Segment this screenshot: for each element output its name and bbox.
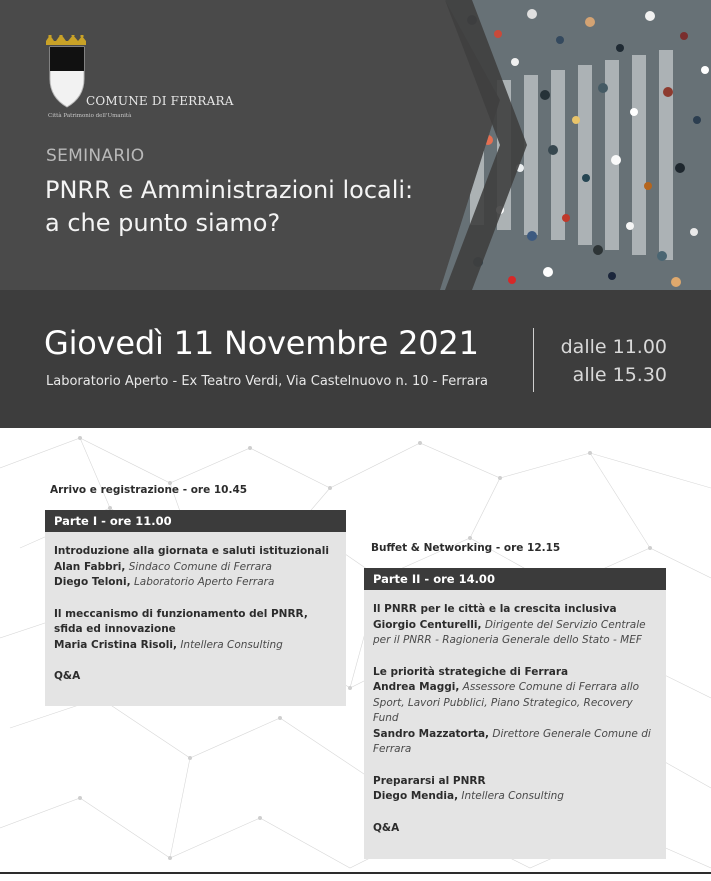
speaker	[373, 618, 658, 649]
speaker	[54, 575, 338, 591]
event-date: Giovedì 11 Novembre 2021	[44, 324, 479, 362]
date-band	[0, 290, 711, 428]
start-time: dalle 11.00	[560, 336, 667, 358]
footer-rule	[0, 872, 711, 874]
session-title: sfida ed innovazione	[54, 623, 176, 635]
event-title-line: PNRR e Amministrazioni locali:	[45, 176, 414, 204]
qa-label: Q&A	[373, 821, 400, 834]
part-1-heading: Parte I - ore 11.00	[45, 510, 346, 532]
speaker-role: Dirigente del Servizio Centrale per il PNRR - Ragioneria Generale dello Stato - MEF	[373, 618, 646, 646]
event-title-line: a che punto siamo?	[45, 209, 281, 237]
speaker-role: Direttore Generale Comune di Ferrara	[373, 727, 651, 755]
part-1-body	[54, 544, 338, 685]
part-2-body	[373, 602, 658, 836]
speaker-role: Intellera Consulting	[461, 790, 564, 802]
speaker-name: Andrea Maggi,	[373, 681, 460, 693]
event-type: SEMINARIO	[46, 146, 145, 166]
speaker-name: Alan Fabbri,	[54, 560, 126, 573]
speaker-role: Sindaco Comune di Ferrara	[128, 560, 272, 573]
divider	[533, 328, 534, 392]
speaker	[373, 789, 658, 805]
session-block	[54, 544, 338, 591]
program-part-1	[45, 510, 346, 706]
end-time: alle 15.30	[572, 364, 667, 386]
logo-subtitle: Città Patrimonio dell'Umanità	[48, 113, 132, 119]
speaker-role: Assessore Comune di Ferrara allo Sport, Lavori Pubblici, Piano Strategico, Recovery Fund	[373, 681, 640, 724]
speaker-name: Diego Teloni,	[54, 576, 131, 588]
session-title: Il meccanismo di funzionamento del PNRR,	[54, 607, 308, 620]
event-venue: Laboratorio Aperto - Ex Teatro Verdi, Via Castelnuovo n. 10 - Ferrara	[46, 374, 488, 389]
session-title: Introduzione alla giornata e saluti istituzionali	[54, 545, 329, 557]
speaker-name: Sandro Mazzatorta,	[373, 727, 490, 740]
session-title: Prepararsi al PNRR	[373, 774, 486, 787]
speaker	[373, 680, 658, 727]
session-title: Le priorità strategiche di Ferrara	[373, 665, 569, 678]
event-times	[561, 333, 667, 389]
speaker-name: Giorgio Centurelli,	[373, 618, 482, 631]
qa-label: Q&A	[54, 670, 81, 682]
session-block	[373, 665, 658, 758]
event-title	[45, 174, 465, 240]
speaker-role: Intellera Consulting	[180, 638, 283, 651]
session-block	[373, 602, 658, 649]
header-banner	[0, 0, 711, 290]
speaker	[54, 638, 338, 654]
session-block	[373, 774, 658, 805]
program-part-2	[364, 568, 666, 859]
speaker	[373, 727, 658, 758]
buffet-note: Buffet & Networking - ore 12.15	[371, 542, 561, 554]
speaker-name: Diego Mendia,	[373, 790, 459, 802]
speaker-role: Laboratorio Aperto Ferrara	[133, 576, 275, 588]
session-title: Il PNRR per le città e la crescita inclusiva	[373, 603, 617, 615]
arrival-note: Arrivo e registrazione - ore 10.45	[50, 484, 248, 496]
speaker-name: Maria Cristina Risoli,	[54, 638, 177, 651]
session-block	[54, 607, 338, 654]
logo-wordmark: COMUNE DI FERRARA	[86, 94, 234, 108]
part-2-heading: Parte II - ore 14.00	[364, 568, 666, 590]
speaker	[54, 560, 338, 576]
